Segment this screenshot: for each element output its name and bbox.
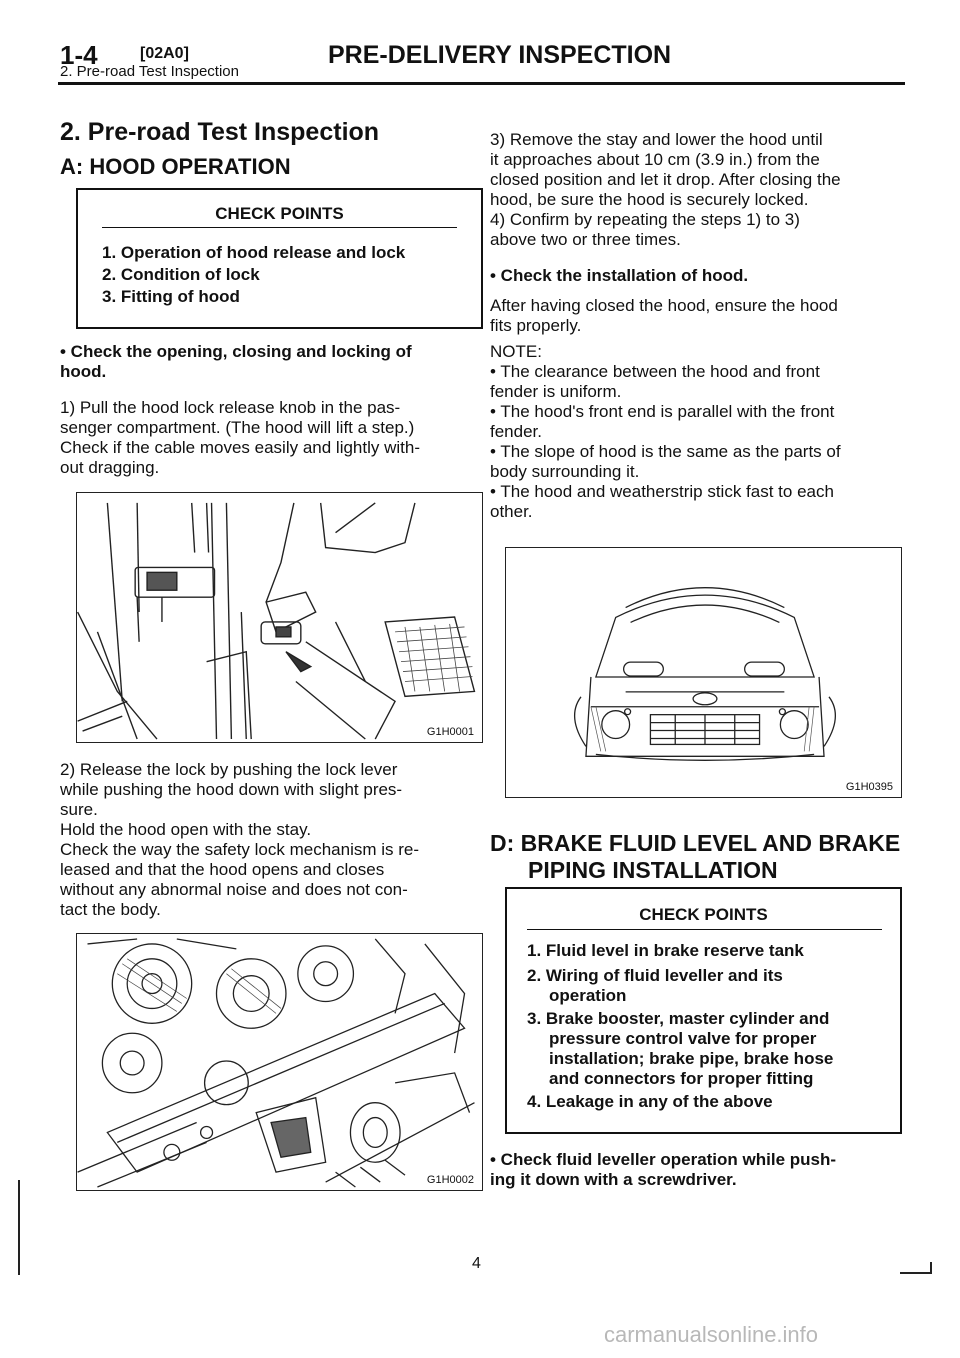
header-subtitle: 2. Pre-road Test Inspection — [60, 63, 239, 80]
text-line: After having closed the hood, ensure the hood — [490, 296, 838, 315]
checkpoint-item: 1. Fluid level in brake reserve tank — [527, 941, 804, 960]
subsection-hood-operation: A: HOOD OPERATION — [60, 154, 291, 179]
corner-mark — [900, 1262, 932, 1274]
header-page-number: 1-4 — [60, 40, 98, 70]
text-line: fender. — [490, 422, 542, 441]
text-line: • The hood and weatherstrip stick fast to each — [490, 482, 834, 501]
header-code: [02A0] — [140, 45, 189, 62]
section-title: 2. Pre-road Test Inspection — [60, 118, 380, 146]
text-line: 2) Release the lock by pushing the lock lever — [60, 760, 398, 779]
text-line: closed position and let it drop. After closing the — [490, 170, 841, 189]
text-line: hood, be sure the hood is securely locked. — [490, 190, 809, 209]
checkpoints-title: CHECK POINTS — [215, 204, 344, 223]
step-3-4-text — [490, 130, 841, 250]
note-block — [490, 342, 841, 522]
after-closing-text — [490, 296, 838, 336]
text-line: 1) Pull the hood lock release knob in the pas- — [60, 398, 401, 417]
text-line: tact the body. — [60, 900, 161, 919]
page-number: 4 — [472, 1255, 481, 1272]
text-line: Check if the cable moves easily and lightly with- — [60, 438, 420, 457]
text-line: sure. — [60, 800, 98, 819]
text-line: • Check fluid leveller operation while push- — [490, 1150, 837, 1169]
text-line: Check the way the safety lock mechanism is re- — [60, 840, 420, 859]
text-line: above two or three times. — [490, 230, 681, 249]
checkpoint-item: 4. Leakage in any of the above — [527, 1092, 773, 1111]
header-rule — [58, 82, 905, 85]
heading-line: D: BRAKE FLUID LEVEL AND BRAKE — [490, 830, 901, 856]
bullet-check-opening — [60, 342, 412, 382]
note-label: NOTE: — [490, 342, 542, 361]
text-line: hood. — [60, 362, 107, 381]
car-front-illustration — [506, 548, 901, 797]
text-line: fits properly. — [490, 316, 582, 335]
checkpoint-item-continued: and connectors for proper fitting — [549, 1069, 814, 1088]
checkpoints-box-brake — [505, 887, 902, 1134]
text-line: fender is uniform. — [490, 382, 622, 401]
checkpoint-item: 1. Operation of hood release and lock — [102, 243, 406, 262]
checkpoint-item-continued: installation; brake pipe, brake hose — [549, 1049, 834, 1068]
bullet-check-installation: • Check the installation of hood. — [490, 266, 749, 285]
text-line: ing it down with a screwdriver. — [490, 1170, 737, 1189]
text-line: Hold the hood open with the stay. — [60, 820, 312, 839]
text-line: • Check the opening, closing and locking of — [60, 342, 412, 361]
checkpoint-item-continued: pressure control valve for proper — [549, 1029, 817, 1048]
figure-hood-release-knob — [76, 492, 483, 743]
checkpoint-item: 2. Condition of lock — [102, 265, 260, 284]
checkpoints-box-hood — [76, 188, 483, 329]
text-line: • The hood's front end is parallel with the front — [490, 402, 835, 421]
watermark: carmanualsonline.info — [604, 1322, 819, 1347]
text-line: 3) Remove the stay and lower the hood until — [490, 130, 823, 149]
text-line: other. — [490, 502, 533, 521]
text-line: leased and that the hood opens and closes — [60, 860, 385, 879]
checkpoint-item: 2. Wiring of fluid leveller and its — [527, 966, 783, 985]
checkpoints-title: CHECK POINTS — [639, 905, 768, 924]
checkpoint-item: 3. Brake booster, master cylinder and — [527, 1009, 830, 1028]
hood-release-knob-illustration — [77, 493, 482, 742]
subsection-brake-fluid — [490, 830, 900, 884]
text-line: it approaches about 10 cm (3.9 in.) from the — [490, 150, 820, 169]
text-line: 4) Confirm by repeating the steps 1) to 3) — [490, 210, 800, 229]
margin-scan-line — [18, 1180, 20, 1275]
text-line: senger compartment. (The hood will lift a step.) — [60, 418, 415, 437]
step-1-text — [60, 398, 420, 478]
figure-car-front — [505, 547, 902, 798]
header-title: PRE-DELIVERY INSPECTION — [328, 41, 672, 69]
text-line: • The clearance between the hood and front — [490, 362, 820, 381]
checkpoint-item: 3. Fitting of hood — [102, 287, 240, 306]
text-line: body surrounding it. — [490, 462, 640, 481]
checkpoint-item-continued: operation — [549, 986, 627, 1005]
checkpoints-rule — [102, 227, 457, 228]
bullet-check-leveller — [490, 1150, 836, 1190]
figure-label: G1H0395 — [845, 781, 893, 793]
text-line: out dragging. — [60, 458, 160, 477]
engine-bay-lock-illustration — [77, 934, 482, 1190]
text-line: without any abnormal noise and does not con- — [60, 880, 408, 899]
figure-hood-lock-mechanism — [76, 933, 483, 1191]
checkpoints-rule — [527, 929, 882, 930]
figure-label: G1H0001 — [426, 726, 474, 738]
heading-line: PIPING INSTALLATION — [528, 857, 778, 883]
figure-label: G1H0002 — [426, 1174, 474, 1186]
text-line: • The slope of hood is the same as the parts of — [490, 442, 841, 461]
step-2-text — [60, 760, 419, 920]
text-line: while pushing the hood down with slight pres- — [60, 780, 403, 799]
